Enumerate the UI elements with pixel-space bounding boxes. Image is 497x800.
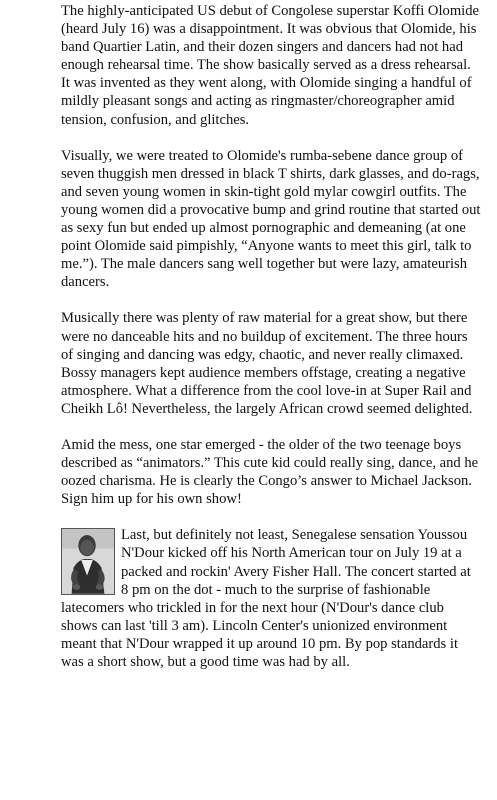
article-body bbox=[61, 2, 481, 671]
youssou-ndour-photo bbox=[61, 528, 115, 595]
paragraph-dance-group: Visually, we were treated to Olomide's rumba-sebene dance group of seven thuggish men dressed in black T shirts, dark glasses, and do-rags, and seven young women in skin-tight gold mylar cowgirl outfits. The young women did a provocative bump and grind routine that started out as sexy fun but ended up almost pornographic and demeaning (at one point Olomide said pimpishly, “Anyone wants to meet this girl, talk to me.”). The male dancers sang well together but were lazy, amateurish dancers. bbox=[61, 147, 481, 291]
paragraph-music: Musically there was plenty of raw material for a great show, but there were no danceable hits and no buildup of excitement. The three hours of singing and dancing was edgy, chaotic, and never really climaxed. Bossy managers kept audience members offstage, creating a negative atmosphere. What a difference from the cool love-in at Super Rail and Cheikh Lô! Nevertheless, the largely African crowd seemed delighted. bbox=[61, 310, 473, 417]
paragraph-koffi-debut: The highly-anticipated US debut of Congolese superstar Koffi Olomide (heard July 16) was a disappointment. It was obvious that Olomide, his band Quartier Latin, and their dozen singers and dancers had not had enough rehearsal time. The show basically served as a dress rehearsal. It was invented as they went along, with Olomide singing a handful of mildly pleasant songs and acting as ringmaster/choreographer amid tension, confusion, and glitches. bbox=[61, 3, 479, 128]
paragraph-youssou-ndour: Last, but definitely not least, Senegalese sensation Youssou N'Dour kicked off his North American tour on July 19 at a packed and rockin' Avery Fisher Hall. The concert started at 8 pm on the dot - much to the surprise of fashionable latecomers who trickled in for the next hour (N'Dour's dance club shows can last 'till 3 am). Lincoln Center's unionized environment meant that N'Dour wrapped it up around 10 pm. By pop standards it was a short show, but a good time was had by all. bbox=[61, 527, 471, 670]
paragraph-animator: Amid the mess, one star emerged - the older of the two teenage boys described as “animators.” This cute kid could really sing, dance, and he oozed charisma. He is clearly the Congo’s answer to Michael Jackson. Sign him up for his own show! bbox=[61, 436, 479, 508]
